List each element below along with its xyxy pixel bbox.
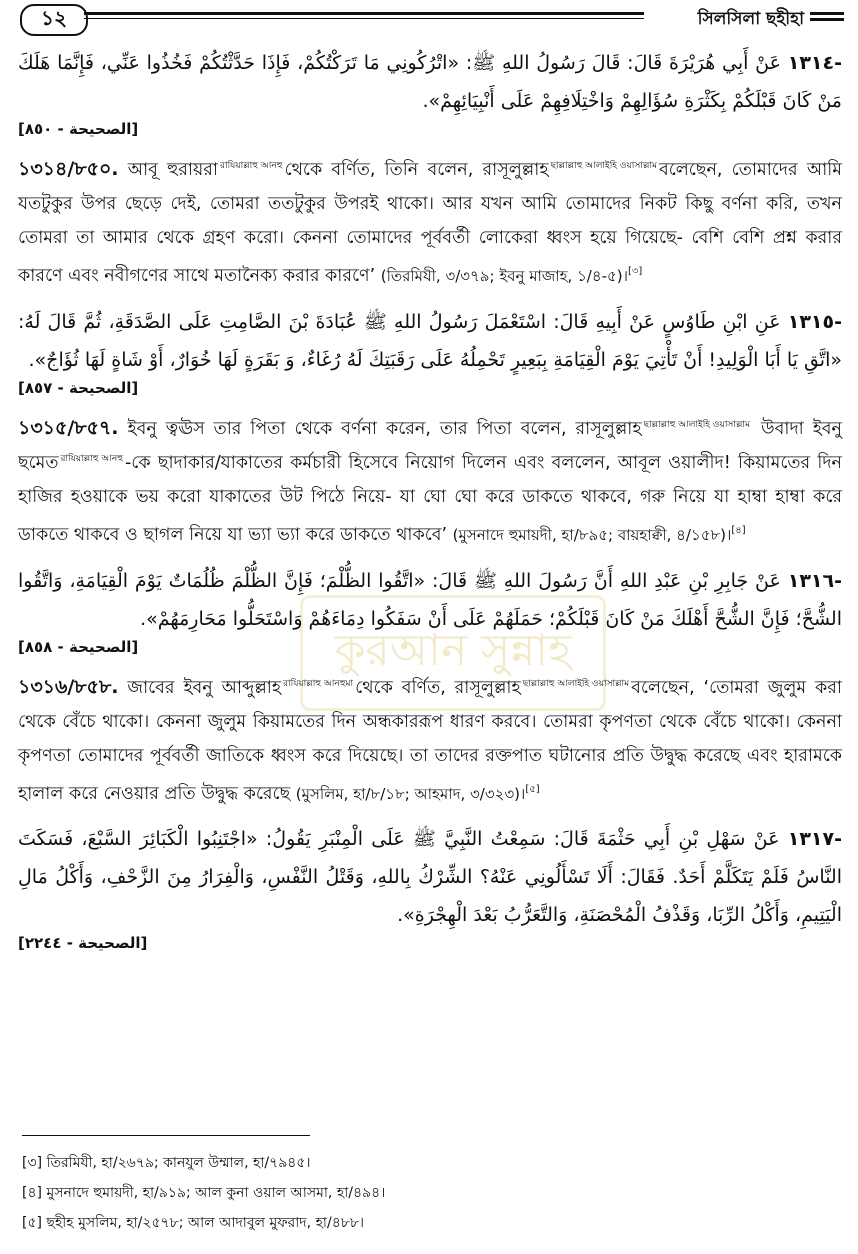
source-citation: (মুসলিম, হা/৮/১৮; আহমাদ, ৩/৩২৩)। xyxy=(295,784,526,803)
hadith-bengali-1314: ১৩১৪/৮৫০. আবূ হুরায়রা রাযিয়াল্লাহু আনহু থেকে বর্ণিত, তিনি বলেন, রাসূলুল্লাহ ছাল্লাল্লাহু আলাইহি ওয়াসাল্লাম বলেছেন, তোমাদের আমি যতটুকুর উপর ছেড়ে দেই, তোমরা ততটুকুর উপরই থাকো। আর যখন আমি তোমাদের নিকট কিছু বর্ণনা করি, তখন তোমরা তা আমার থেকে গ্রহণ করো। কেননা তোমাদের পূর্ববর্তী লোকেরা ধ্বংস হয়ে গিয়েছে- বেশি বেশি প্রশ্ন করার কারণে এবং নবীগণের সাথে মতানৈক্য করার কারণে’ (তিরমিযী, ৩/৩৭৯; ইবনু মাজাহ, ১/৪-৫)।[৩] xyxy=(18,158,842,286)
arabic-hadith-number: -١٣١٦ xyxy=(787,569,842,592)
source-citation: (মুসনাদে হুমায়দী, হা/৮৯৫; বায়হাক্বী, ৪/১৫৮)। xyxy=(452,525,732,544)
source-citation: (তিরমিযী, ৩/৩৭৯; ইবনু মাজাহ, ১/৪-৫)। xyxy=(380,266,628,285)
hadith-number: ১৩১৫/৮৫৭. xyxy=(18,416,119,439)
header-rule-thin xyxy=(84,18,644,19)
honorific-salallahu: ছাল্লাল্লাহু আলাইহি ওয়াসাল্লাম xyxy=(643,420,751,430)
footnote-5: [৫] ছহীহ মুসলিম, হা/২৫৭৮; আল আদাবুল মুফরাদ, হা/৪৮৮। xyxy=(22,1215,364,1231)
hadith-number: ১৩১৬/৮৫৮. xyxy=(18,675,119,698)
arabic-reference: [الصحيحة - ٨٥٠] xyxy=(18,120,139,138)
hadith-arabic-1317 xyxy=(18,820,842,952)
hadith-arabic-1314 xyxy=(18,44,842,138)
hadith-bengali-1316: ১৩১৬/৮৫৮. জাবের ইবনু আব্দুল্লাহ রাযিয়াল্লাহু আনহুমা থেকে বর্ণিত, রাসূলুল্লাহ ছাল্লাল্লাহু আলাইহি ওয়াসাল্লাম বলেছেন, ‘তোমরা জুলুম করা থেকে বেঁচে থাকো। কেননা জুলুম কিয়ামতের দিন অন্ধকাররূপ ধারণ করবে। তোমরা কৃপণতা থেকে বেঁচে থাকো। কেননা কৃপণতা তোমাদের পূর্ববর্তী জাতিকে ধ্বংস করে দিয়েছে। তা তাদের রক্তপাত ঘটানোর প্রতি উদ্বুদ্ধ করেছে এবং হারামকে হালাল করে নেওয়ার প্রতি উদ্বুদ্ধ করেছে (মুসলিম, হা/৮/১৮; আহমাদ, ৩/৩২৩)।[৫] xyxy=(18,675,842,804)
page-content xyxy=(18,44,842,966)
hadith-bengali-1315: ১৩১৫/৮৫৭. ইবনু ত্বঊস তার পিতা থেকে বর্ণনা করেন, তার পিতা বলেন, রাসূলুল্লাহ ছাল্লাল্লাহু আলাইহি ওয়াসাল্লাম উবাদা ইবনু ছমেত রাযিয়াল্লাহু আনহু -কে ছাদাকার/যাকাতের কর্মচারী হিসেবে নিয়োগ দিলেন এবং বললেন, আবূল ওয়ালীদ! কিয়ামতের দিন হাজির হওয়াকে ভয় করো যাকাতের উট পিঠে নিয়ে- যা ঘো ঘো করে ডাকতে থাকবে, গরু নিয়ে যা হাম্বা হাম্বা করে ডাকতে থাকবে ও ছাগল নিয়ে যা ভ্যা ভ্যা করে ডাকতে থাকবে’ (মুসনাদে হুমায়দী, হা/৮৯৫; বায়হাক্বী, ৪/১৫৮)।[৪] xyxy=(18,416,842,545)
footnote-divider xyxy=(22,1135,310,1136)
header-bars-icon xyxy=(810,12,844,24)
honorific-salallahu: ছাল্লাল্লাহু আলাইহি ওয়াসাল্লাম xyxy=(522,678,630,689)
footnote-marker[interactable]: [৪] xyxy=(731,524,746,536)
hadith-arabic-1316 xyxy=(18,562,842,656)
arabic-text: عَنْ أَبِي هُرَيْرَةَ قَالَ: قَالَ رَسُولُ اللهِ ﷺ: «اتْرُكُونِي مَا تَرَكْتُكُمْ، فَإِذَا حَدَّثْتُكُمْ فَخُذُوا عَنِّي، فَإِنَّمَا هَلَكَ مَنْ كَانَ قَبْلَكُمْ بِكَثْرَةِ سُؤَالِهِمْ وَاخْتِلَافِهِمْ عَلَى أَنْبِيَائِهِمْ». xyxy=(18,52,842,112)
header-rule xyxy=(84,12,644,15)
arabic-hadith-number: -١٣١٥ xyxy=(787,310,842,333)
arabic-reference: [الصحيحة - ٨٥٧] xyxy=(18,378,139,397)
series-title: সিলসিলা ছহীহা xyxy=(697,9,804,29)
arabic-reference: [الصحيحة - ٢٢٤٤] xyxy=(18,934,148,953)
hadith-number: ১৩১৪/৮৫০. xyxy=(18,158,119,180)
arabic-text: عَنْ جَابِرِ بْنِ عَبْدِ اللهِ أَنَّ رَسُولَ اللهِ ﷺ قَالَ: «اتَّقُوا الظُّلْمَ؛ فَإِنَّ الظُّلْمَ ظُلُمَاتٌ يَوْمَ الْقِيَامَةِ، وَاتَّقُوا الشُّحَّ؛ فَإِنَّ الشُّحَّ أَهْلَكَ مَنْ كَانَ قَبْلَكُمْ؛ حَمَلَهُمْ عَلَى أَنْ سَفَكُوا دِمَاءَهُمْ وَاسْتَحَلُّوا مَحَارِمَهُمْ». xyxy=(18,569,842,630)
footnote-4: [৪] মুসনাদে হুমায়দী, হা/৯১৯; আল কুনা ওয়াল আসমা, হা/৪৯৪। xyxy=(22,1185,386,1201)
footnotes xyxy=(22,1148,842,1238)
footnote-marker[interactable]: [৫] xyxy=(525,783,540,795)
arabic-reference: [الصحيحة - ٨٥٨] xyxy=(18,637,139,656)
arabic-text: عَنْ سَهْلِ بْنِ أَبِي حَثْمَةَ قَالَ: سَمِعْتُ النَّبِيَّ ﷺ عَلَى الْمِنْبَرِ يَقُولُ: «اجْتَنِبُوا الْكَبَائِرَ السَّبْعَ، فَسَكَتَ النَّاسُ فَلَمْ يَتَكَلَّمْ أَحَدٌ. فَقَالَ: أَلَا تَسْأَلُونِي عَنْهُ؟ الشِّرْكُ بِاللهِ، وَقَتْلُ النَّفْسِ، وَالْفِرَارُ مِنَ الزَّحْفِ، وَأَكْلُ مَالِ الْيَتِيمِ، وَأَكْلُ الرِّبَا، وَقَذْفُ الْمُحْصَنَةِ، وَالتَّعَرُّبُ بَعْدَ الْهِجْرَةِ». xyxy=(18,828,842,927)
page-number: ১২ xyxy=(20,4,88,36)
arabic-hadith-number: -١٣١٤ xyxy=(787,52,842,74)
honorific-radiyallahu: রাযিয়াল্লাহু আনহু xyxy=(220,161,283,172)
honorific-salallahu: ছাল্লাল্লাহু আলাইহি ওয়াসাল্লাম xyxy=(550,161,657,172)
arabic-text: عَنِ ابْنِ طَاوُسٍ عَنْ أَبِيهِ قَالَ: اسْتَعْمَلَ رَسُولُ اللهِ ﷺ عُبَادَةَ بْنَ الصَّامِتِ عَلَى الصَّدَقَةِ، ثُمَّ قَالَ لَهُ: «اتَّقِ يَا أَبَا الْوَلِيدِ! أَنْ تَأْتِيَ يَوْمَ الْقِيَامَةِ بِبَعِيرٍ تَحْمِلُهُ عَلَى رَقَبَتِكَ لَهُ رُغَاءٌ، وَ بَقَرَةٍ لَهَا خُوَارٌ، أَوْ شَاةٍ لَهَا ثُؤَاجٌ». xyxy=(18,310,842,371)
footnote-3: [৩] তিরমিযী, হা/২৬৭৯; কানযুল উম্মাল, হা/৭৯৪৫। xyxy=(22,1155,311,1171)
honorific-radiyallahuma: রাযিয়াল্লাহু আনহুমা xyxy=(283,678,354,689)
watermark-logo: কুরআন সুন্নাহ xyxy=(300,595,606,711)
page-header xyxy=(14,4,844,34)
arabic-hadith-number: -١٣١٧ xyxy=(787,828,842,851)
hadith-arabic-1315 xyxy=(18,303,842,397)
honorific-radiyallahu: রাযিয়াল্লাহু আনহু xyxy=(60,454,123,464)
footnote-marker[interactable]: [৩] xyxy=(627,266,643,277)
